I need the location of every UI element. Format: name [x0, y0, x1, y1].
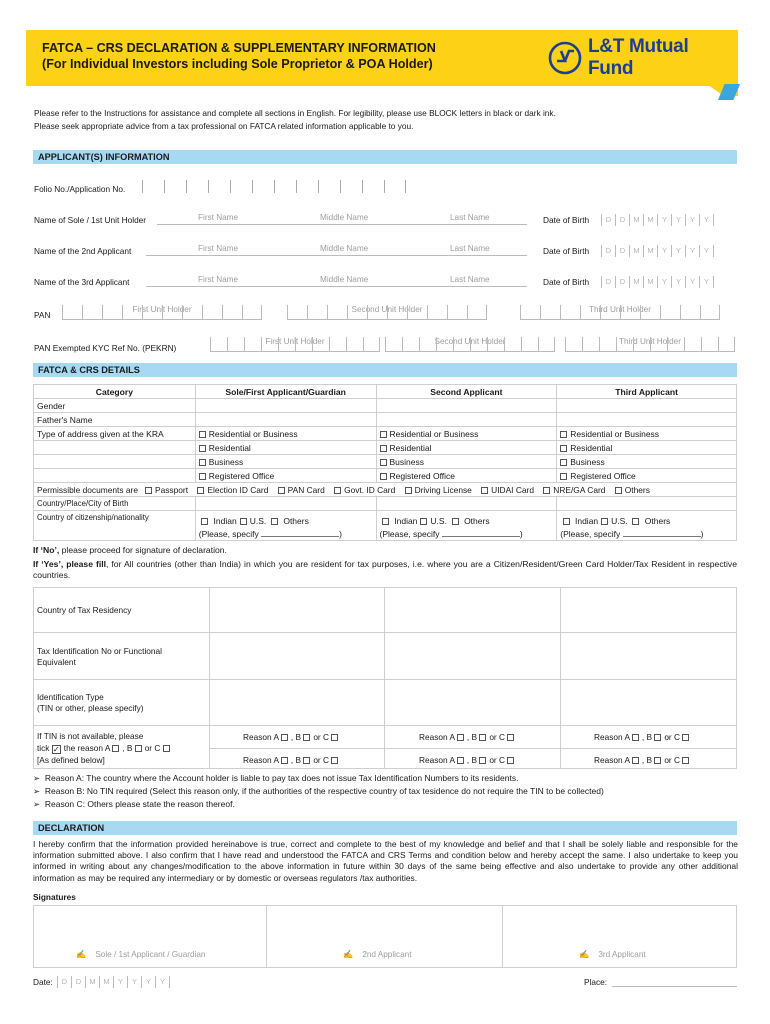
name1-middle-hint[interactable]: Middle Name — [320, 213, 369, 222]
signature-2[interactable]: ✍ 2nd Applicant — [343, 950, 412, 959]
checkbox[interactable] — [303, 757, 310, 764]
tax-col-divider-3 — [560, 587, 561, 769]
addr3-res-business[interactable]: Residential or Business — [557, 427, 737, 441]
checkbox[interactable] — [479, 734, 486, 741]
pen-icon: ✍ — [76, 950, 87, 959]
addr3-residential[interactable]: Residential — [557, 441, 737, 455]
if-yes-text: If ‘Yes’, please fill, for All countries (other than India) in which you are resident for tax purposes, i.e. where you are a Citizen/Resident/Green Card Holder/Tax Resident in respective countries. — [33, 559, 738, 581]
declaration-section-header: DECLARATION — [33, 821, 737, 835]
if-no-text: If ‘No’, please proceed for signature of declaration. — [33, 545, 227, 555]
tax-row-divider-1 — [33, 632, 737, 633]
lt-logo-icon — [548, 41, 582, 75]
checkbox[interactable] — [682, 734, 689, 741]
cit1-specify[interactable]: (Please, specify ) — [195, 527, 376, 541]
checkbox[interactable] — [197, 487, 204, 494]
checkbox[interactable] — [560, 459, 567, 466]
checkbox[interactable] — [457, 734, 464, 741]
date-input[interactable]: D D M M Y Y Y Y — [57, 976, 170, 988]
checkbox[interactable] — [457, 757, 464, 764]
signature-1[interactable]: ✍ Sole / 1st Applicant / Guardian — [76, 950, 206, 959]
addr2-residential[interactable]: Residential — [376, 441, 557, 455]
dob3-input[interactable]: D D M M Y Y Y Y — [601, 276, 714, 288]
reason-row1-col2[interactable]: Reason A , B or C — [419, 732, 517, 742]
pekrn-first-input[interactable]: First Unit Holder — [210, 337, 380, 352]
bullet-arrow-icon: ➢ — [33, 773, 41, 783]
brand-name: L&T Mutual Fund — [588, 36, 689, 79]
checkbox[interactable] — [632, 734, 639, 741]
fatca-table — [33, 384, 737, 541]
cit2-options[interactable]: Indian U.S. Others — [376, 511, 557, 528]
checkbox[interactable] — [380, 473, 387, 480]
tin-na-label-1: If TIN is not available, please — [37, 731, 144, 741]
pen-icon: ✍ — [579, 950, 590, 959]
checkbox[interactable] — [507, 734, 514, 741]
header-banner-tail — [26, 86, 738, 96]
checkbox — [112, 745, 119, 752]
checkbox[interactable] — [563, 518, 570, 525]
permissible-label: Permissible documents are — [37, 484, 139, 495]
cit1-options[interactable]: Indian U.S. Others — [195, 511, 376, 528]
form-title: FATCA – CRS DECLARATION & SUPPLEMENTARY INFORMATION — [42, 41, 436, 55]
addr3-business[interactable]: Business — [557, 455, 737, 469]
name1-line — [157, 224, 527, 225]
checkbox[interactable] — [632, 757, 639, 764]
gender-label: Gender — [34, 399, 196, 413]
form-subtitle: (For Individual Investors including Sole Proprietor & POA Holder) — [42, 57, 433, 71]
birth-first-input[interactable] — [195, 497, 376, 511]
name3-last-hint[interactable]: Last Name — [450, 275, 490, 284]
pan-second-input[interactable]: Second Unit Holder — [287, 305, 487, 320]
name2-last-hint[interactable]: Last Name — [450, 244, 490, 253]
reason-a-item: ➢ Reason A: The country where the Account holder is liable to pay tax does not issue Tax Identification Numbers to its residents. — [33, 773, 519, 783]
brand-logo — [548, 38, 738, 78]
checkbox[interactable] — [331, 757, 338, 764]
declaration-text: I hereby confirm that the information provided hereinabove is true, correct and complete to the best of my knowledge and belief and that I shall be solely liable and responsible for the information submitted above. I also confirm that I have read and understood the FATCA and CRS Terms and condition below and hereby accept the same. I also undertake to keep you informed in writing about any changes/modification to the above information in future within 30 days of the same being effective and also undertake to provide any other additional information as may be required any intermediary or by domestic or overseas regulators /tax authorities. — [33, 839, 738, 883]
name2-line — [146, 255, 527, 256]
tax-row-divider-3 — [33, 725, 737, 726]
pan-label: PAN — [34, 310, 51, 320]
checkbox[interactable] — [303, 734, 310, 741]
intro-line-2: Please seek appropriate advice from a tax professional on FATCA related information applicable to you. — [34, 121, 414, 131]
folio-input[interactable] — [142, 180, 406, 193]
pan-third-input[interactable]: Third Unit Holder — [520, 305, 720, 320]
checkbox[interactable] — [405, 487, 412, 494]
reason-b-item: ➢ Reason B: No TIN required (Select this reason only, if the authorities of the respective country of tax tesidence do not require the TIN to be collected) — [33, 786, 604, 796]
dob2-input[interactable]: D D M M Y Y Y Y — [601, 245, 714, 257]
checkbox[interactable] — [271, 518, 278, 525]
intro-line-1: Please refer to the Instructions for assistance and complete all sections in English. For legibility, please use BLOCK letters in black or dark ink. — [34, 108, 556, 118]
checkbox[interactable] — [278, 487, 285, 494]
pekrn-third-input[interactable]: Third Unit Holder — [565, 337, 735, 352]
signature-3[interactable]: ✍ 3rd Applicant — [579, 950, 646, 959]
pen-icon: ✍ — [343, 950, 354, 959]
checkbox[interactable] — [452, 518, 459, 525]
name3-line — [146, 286, 527, 287]
father-second-input[interactable] — [376, 413, 557, 427]
name1-first-hint[interactable]: First Name — [198, 213, 239, 222]
checkbox[interactable] — [199, 445, 206, 452]
dob2-label: Date of Birth — [543, 246, 590, 256]
name3-middle-hint[interactable]: Middle Name — [320, 275, 369, 284]
checkbox[interactable] — [380, 459, 387, 466]
checkbox[interactable] — [382, 518, 389, 525]
name2-first-hint[interactable]: First Name — [198, 244, 239, 253]
dob1-label: Date of Birth — [543, 215, 590, 225]
checkbox[interactable] — [654, 757, 661, 764]
pan-first-input[interactable]: First Unit Holder — [62, 305, 262, 320]
place-input[interactable] — [612, 986, 737, 987]
col-third-applicant: Third Applicant — [557, 385, 737, 399]
birth-label: Country/Place/City of Birth — [34, 497, 196, 511]
checkbox[interactable] — [334, 487, 341, 494]
tax-idtype-label-1: Identification Type — [37, 692, 104, 702]
tax-col-divider-2 — [384, 587, 385, 769]
checkbox[interactable] — [420, 518, 427, 525]
checkbox[interactable] — [601, 518, 608, 525]
checkbox[interactable] — [481, 487, 488, 494]
checkbox[interactable] — [199, 459, 206, 466]
reason-row2-col3[interactable]: Reason A , B or C — [594, 755, 692, 765]
place-label: Place: — [584, 977, 608, 987]
tax-tin-label-1: Tax Identification No or Functional — [37, 646, 162, 656]
name2-label: Name of the 2nd Applicant — [34, 246, 132, 256]
applicant-section-header: APPLICANT(S) INFORMATION — [33, 150, 737, 164]
checkbox[interactable] — [654, 734, 661, 741]
checked-checkbox-icon: ✓ — [52, 745, 60, 754]
tax-row-divider-4 — [209, 748, 737, 749]
tax-idtype-label-2: (TIN or other, please specify) — [37, 703, 144, 713]
father-first-input[interactable] — [195, 413, 376, 427]
checkbox[interactable] — [615, 487, 622, 494]
checkbox[interactable] — [507, 757, 514, 764]
addr1-business[interactable]: Business — [195, 455, 376, 469]
signature-divider-1 — [266, 905, 267, 968]
addr2-registered[interactable]: Registered Office — [376, 469, 557, 483]
pekrn-label: PAN Exempted KYC Ref No. (PEKRN) — [34, 343, 177, 353]
checkbox[interactable] — [560, 473, 567, 480]
reason-c-item: ➢ Reason C: Others please state the reason thereof. — [33, 799, 235, 809]
addr1-res-business[interactable]: Residential or Business — [195, 427, 376, 441]
name3-label: Name of the 3rd Applicant — [34, 277, 130, 287]
father-label: Father's Name — [34, 413, 196, 427]
addr2-res-business[interactable]: Residential or Business — [376, 427, 557, 441]
checkbox[interactable] — [632, 518, 639, 525]
gender-second-input[interactable] — [376, 399, 557, 413]
folio-label: Folio No./Application No. — [34, 184, 126, 194]
reason-row2-col1[interactable]: Reason A , B or C — [243, 755, 341, 765]
checkbox[interactable] — [201, 518, 208, 525]
name2-middle-hint[interactable]: Middle Name — [320, 244, 369, 253]
tax-row-divider-2 — [33, 679, 737, 680]
address-type-label: Type of address given at the KRA — [34, 427, 196, 441]
name1-label: Name of Sole / 1st Unit Holder — [34, 215, 147, 225]
citizenship-label: Country of citizenship/nationality — [34, 511, 196, 541]
checkbox[interactable] — [331, 734, 338, 741]
cit2-specify[interactable]: (Please, specify ) — [376, 527, 557, 541]
checkbox[interactable] — [145, 487, 152, 494]
tin-na-label-3: [As defined below] — [37, 755, 105, 765]
pekrn-second-input[interactable]: Second Unit Holder — [385, 337, 555, 352]
checkbox[interactable] — [240, 518, 247, 525]
col-category: Category — [34, 385, 196, 399]
tax-col-divider-1 — [209, 587, 210, 769]
checkbox[interactable] — [479, 757, 486, 764]
checkbox[interactable] — [682, 757, 689, 764]
bullet-arrow-icon: ➢ — [33, 799, 41, 809]
addr3-registered[interactable]: Registered Office — [557, 469, 737, 483]
checkbox[interactable] — [199, 431, 206, 438]
fatca-section-header: FATCA & CRS DETAILS — [33, 363, 737, 377]
name3-first-hint[interactable]: First Name — [198, 275, 239, 284]
gender-first-input[interactable] — [195, 399, 376, 413]
checkbox[interactable] — [380, 431, 387, 438]
name1-last-hint[interactable]: Last Name — [450, 213, 490, 222]
checkbox[interactable] — [560, 445, 567, 452]
addr2-business[interactable]: Business — [376, 455, 557, 469]
cit3-options[interactable]: Indian U.S. Others — [557, 511, 737, 528]
father-third-input[interactable] — [557, 413, 737, 427]
birth-second-input[interactable] — [376, 497, 557, 511]
checkbox — [135, 745, 142, 752]
checkbox[interactable] — [543, 487, 550, 494]
permissible-docs-row: Permissible documents are Passport Election ID Card PAN Card Govt. ID Card Driving License UIDAI Card NRE/GA Card Others — [34, 483, 737, 497]
dob1-input[interactable]: D D M M Y Y Y Y — [601, 214, 714, 226]
tin-na-label-2: tick ✓ the reason A , B or C — [37, 743, 173, 754]
addr1-registered[interactable]: Registered Office — [195, 469, 376, 483]
col-first-applicant: Sole/First Applicant/Guardian — [195, 385, 376, 399]
reason-row1-col3[interactable]: Reason A , B or C — [594, 732, 692, 742]
date-label: Date: — [33, 977, 53, 987]
gender-third-input[interactable] — [557, 399, 737, 413]
bullet-arrow-icon: ➢ — [33, 786, 41, 796]
tax-tin-label-2: Equivalent — [37, 657, 76, 667]
birth-third-input[interactable] — [557, 497, 737, 511]
checkbox — [163, 745, 170, 752]
tax-country-label: Country of Tax Residency — [37, 605, 132, 615]
cit3-specify[interactable]: (Please, specify ) — [557, 527, 737, 541]
checkbox[interactable] — [281, 757, 288, 764]
checkbox[interactable] — [281, 734, 288, 741]
checkbox[interactable] — [380, 445, 387, 452]
col-second-applicant: Second Applicant — [376, 385, 557, 399]
reason-row1-col1[interactable]: Reason A , B or C — [243, 732, 341, 742]
checkbox[interactable] — [199, 473, 206, 480]
signatures-label: Signatures — [33, 892, 76, 902]
dob3-label: Date of Birth — [543, 277, 590, 287]
reason-row2-col2[interactable]: Reason A , B or C — [419, 755, 517, 765]
signature-divider-2 — [502, 905, 503, 968]
checkbox[interactable] — [560, 431, 567, 438]
addr1-residential[interactable]: Residential — [195, 441, 376, 455]
